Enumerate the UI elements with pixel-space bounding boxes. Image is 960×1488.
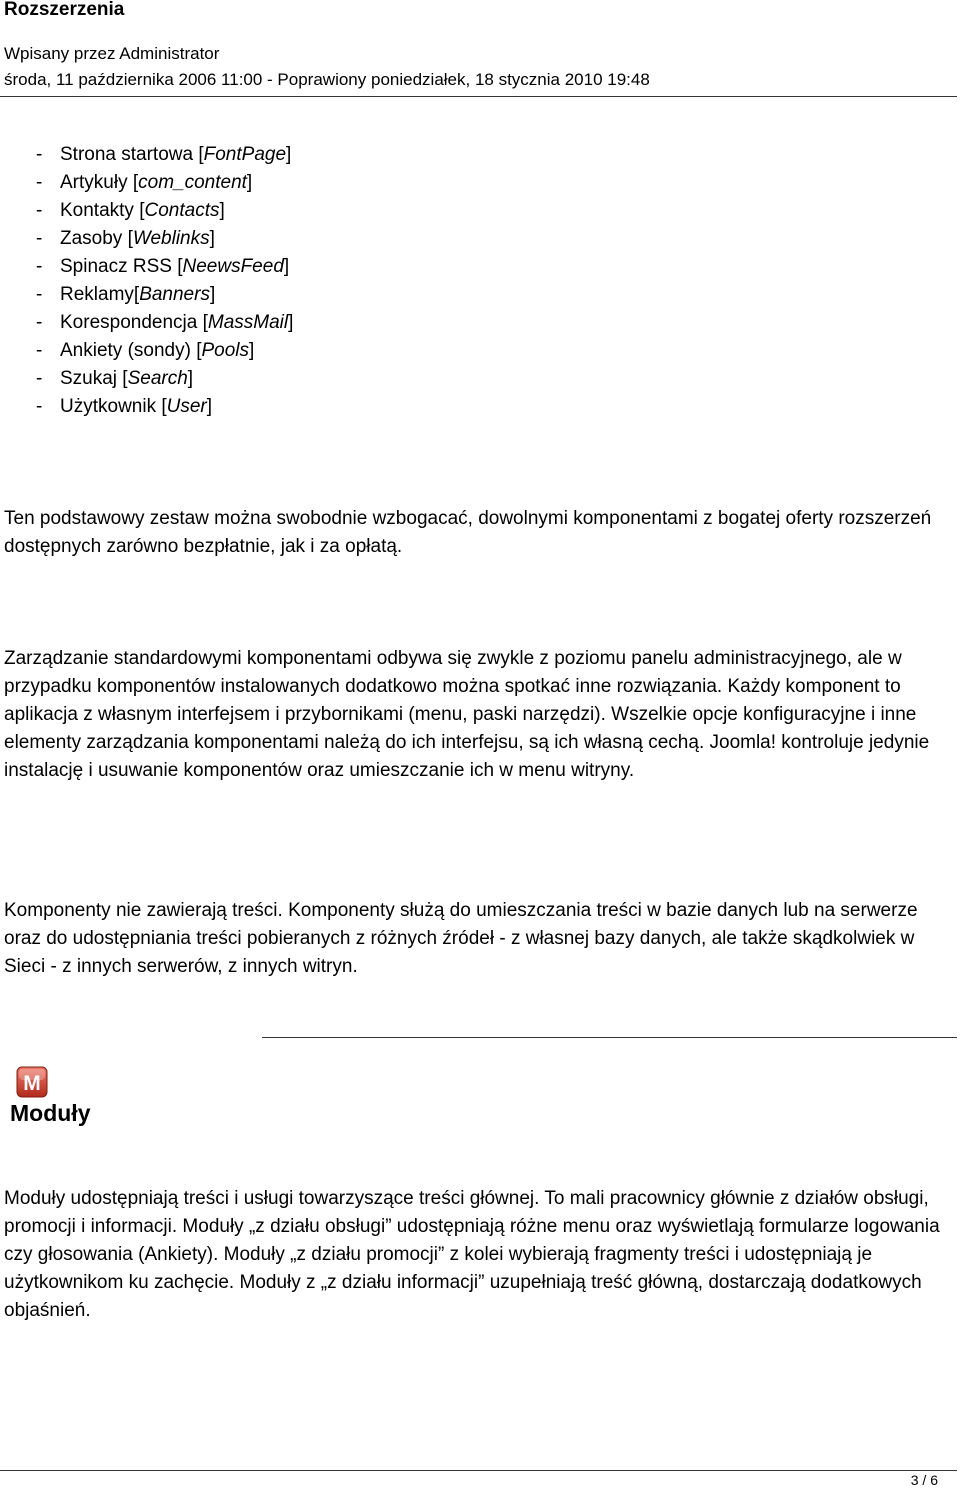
list-item-code: Weblinks (132, 228, 210, 249)
list-item-suffix: ] (283, 256, 290, 277)
component-list (36, 141, 293, 421)
list-item-code: Pools (201, 340, 250, 361)
list-item-code: Search (127, 368, 188, 389)
list-dash: - (36, 368, 43, 389)
header-divider (0, 96, 957, 97)
paragraph-content: Komponenty nie zawierają treści. Komponenty służą do umieszczania treści w bazie danych lub na serwerze oraz do udostępniania treści pobieranych z różnych źródeł - z własnej bazy danych, ale także skądkolwiek w Sieci - z innych serwerów, z innych witryn. (4, 900, 918, 977)
list-item-suffix: ] (209, 228, 215, 249)
list-item-code: Banners (139, 284, 210, 305)
list-dash: - (36, 396, 43, 417)
list-item-code: com_content (138, 172, 247, 193)
list-item (36, 253, 293, 281)
list-item-label: Spinacz RSS [ (60, 256, 183, 277)
list-item-label: Zasoby [ (60, 228, 133, 249)
list-item-suffix: ] (286, 144, 292, 165)
list-item (36, 197, 293, 225)
list-item-suffix: ] (288, 312, 294, 333)
list-item-code: FontPage (203, 144, 287, 165)
list-item (36, 169, 293, 197)
list-item-suffix: ] (187, 368, 194, 389)
list-item (36, 141, 293, 169)
list-item (36, 225, 293, 253)
list-item-suffix: ] (206, 396, 213, 417)
list-item-label: Artykuły [ (60, 172, 139, 193)
list-dash: - (36, 340, 43, 361)
paragraph-management: Zarządzanie standardowymi komponentami odbywa się zwykle z poziomu panelu administracyjnego, ale w przypadku komponentów instalowanych dodatkowo można spotkać inne rozwiązania. Każdy komponent to aplikacja z własnym interfejsem i przybornikami (menu, paski narzędzi). Wszelkie opcje konfiguracyjne i inne elementy zarządzania komponentami należą do ich interfejsu, są ich własną cechą. Joomla! kontroluje jedynie instalację i usuwanie komponentów oraz umieszczanie ich w menu witryny. (4, 648, 930, 781)
modules-icon-letter: M (23, 1072, 41, 1095)
list-item (36, 337, 293, 365)
footer-divider (0, 1470, 957, 1471)
list-item-code: NeewsFeed (182, 256, 284, 277)
list-dash: - (36, 312, 43, 333)
list-dash: - (36, 172, 43, 193)
list-item (36, 281, 293, 309)
list-dash: - (36, 256, 43, 277)
paragraph-extend: Ten podstawowy zestaw można swobodnie wzbogacać, dowolnymi komponentami z bogatej oferty rozszerzeń dostępnych zarówno bezpłatnie, jak i za opłatą. (4, 508, 932, 557)
section-divider (262, 1037, 957, 1038)
list-item-label: Reklamy[ (60, 284, 140, 305)
article-dates: środa, 11 października 2006 11:00 - Poprawiony poniedziałek, 18 stycznia 2010 19:48 (4, 70, 650, 89)
list-item-suffix: ] (246, 172, 253, 193)
list-item-suffix: ] (209, 284, 216, 305)
list-item (36, 393, 293, 421)
list-item-label: Użytkownik [ (60, 396, 167, 417)
page-number: 3 / 6 (910, 1472, 938, 1488)
modules-m-icon (16, 1066, 48, 1098)
list-item-label: Strona startowa [ (60, 144, 204, 165)
article-title: Rozszerzenia (4, 0, 125, 20)
list-dash: - (36, 228, 43, 249)
list-item-label: Ankiety (sondy) [ (60, 340, 202, 361)
list-item-suffix: ] (219, 200, 225, 221)
list-item-code: Contacts (144, 200, 220, 221)
list-dash: - (36, 200, 43, 221)
list-item (36, 365, 293, 393)
list-item-code: MassMail (207, 312, 289, 333)
article-author: Wpisany przez Administrator (4, 44, 220, 63)
list-item (36, 309, 293, 337)
list-item-label: Szukaj [ (60, 368, 128, 389)
list-item-code: User (166, 396, 207, 417)
section-heading-modules: Moduły (10, 1100, 91, 1126)
list-dash: - (36, 284, 43, 305)
list-item-label: Kontakty [ (60, 200, 145, 221)
list-dash: - (36, 144, 43, 165)
list-item-label: Korespondencja [ (60, 312, 208, 333)
list-item-suffix: ] (249, 340, 255, 361)
paragraph-modules: Moduły udostępniają treści i usługi towarzyszące treści głównej. To mali pracownicy głównie z działów obsługi, promocji i informacji. Moduły „z działu obsługi” udostępniają różne menu oraz wyświetlają formularze logowania czy głosowania (Ankiety). Moduły „z działu promocji” z kolei wybierają fragmenty treści i udostępniają je użytkownikom ku zachęcie. Moduły z „z działu informacji” uzupełniają treść główną, dostarczają dodatkowych objaśnień. (4, 1188, 940, 1321)
